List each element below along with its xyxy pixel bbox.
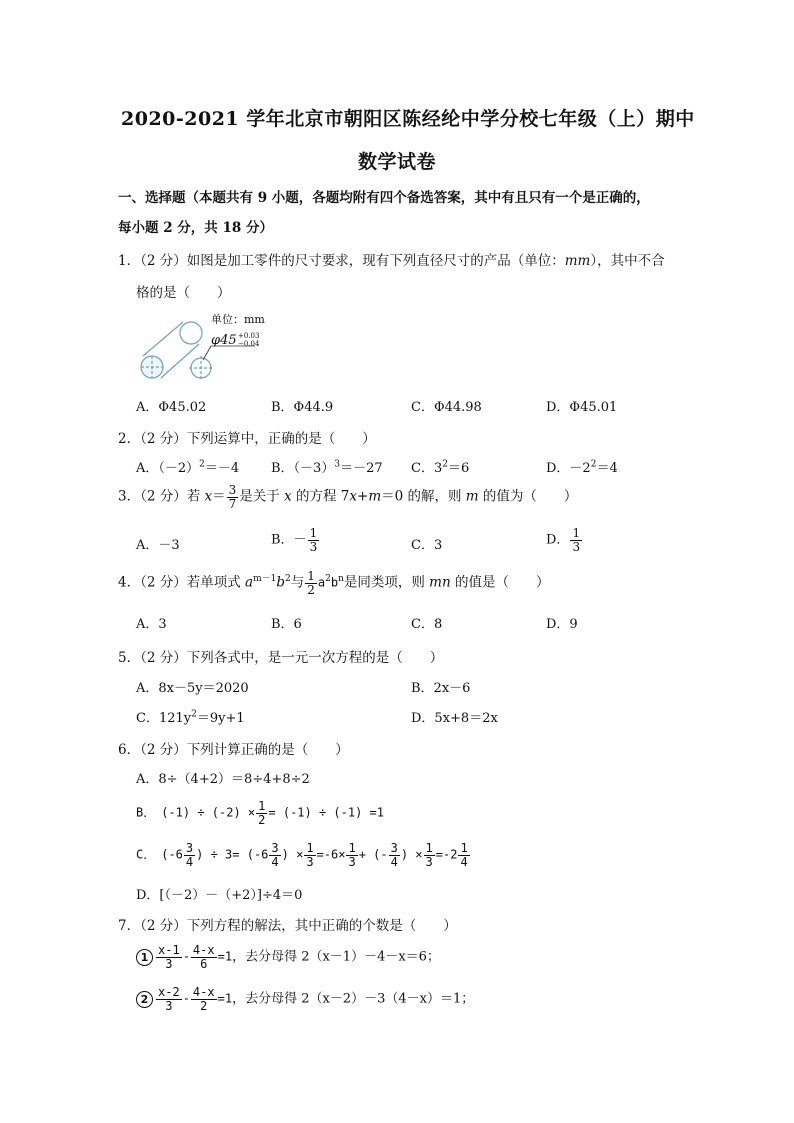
q2-option-c[interactable]: C．$3^2=6$ [411,459,470,476]
q3-option-b[interactable]: B．－ $\frac{1}{3}$ [271,526,318,554]
q3-option-a[interactable]: A．－3 [136,538,180,553]
q6-option-d[interactable]: D．[（－2）－（+2）]÷4＝0 [136,888,303,903]
question-1-line1: 1．（2 分）如图是加工零件的尺寸要求，现有下列直径尺寸的产品（单位：mm），其中不合 [118,253,665,269]
q1-option-c[interactable]: C．Φ44.98 [411,400,482,415]
question-6-stem: 6．（2 分）下列计算正确的是（ ） [118,742,349,758]
figure-tolerance: +0.03 −0.04 [238,332,260,348]
section-heading-line1: 一、选择题（本题共有 9 小题，各题均附有四个备选答案，其中有且只有一个是正确的， [118,190,650,206]
figure-dimension: φ45 [211,333,237,348]
q7-item-2: 2 $\frac{x-2}{3}$ - $\frac{4-x}{2}$ =1，去分母得 2（x－2）－3（4－x）＝1； [136,986,474,1012]
q4-option-c[interactable]: C．8 [411,617,443,632]
page-title-line2: 数学试卷 [358,151,437,173]
q6-option-c[interactable]: C． (-6 $\frac{3}{4}$ ) ÷ 3= (-6 $\frac{3}{4}$ ) × $\frac{1}{3}$ =-6× $\frac{1}{3}$ + (- $\frac{3}{4}$ ) × $\frac{1}{3}$ =-2 $\frac{1}{4}$ [136,841,468,869]
q2-option-a[interactable]: A．$(-2)^2=-4$ [136,459,240,476]
q4-option-a[interactable]: A．3 [136,617,167,632]
question-7-stem: 7．（2 分）下列方程的解法，其中正确的个数是（ ） [118,918,457,934]
q1-option-a[interactable]: A．Φ45.02 [136,400,207,415]
q6-option-b[interactable]: B． (-1) ÷ (-2) × $\frac{1}{2}$ = (-1) ÷ (-1) =1 [136,799,384,827]
section-heading-line2: 每小题 2 分，共 18 分） [118,220,273,236]
q1-option-b[interactable]: B．Φ44.9 [271,400,334,415]
q1-option-d[interactable]: D．Φ45.01 [546,400,618,415]
q2-option-b[interactable]: B．$(-3)^3=-27$ [271,459,383,476]
question-2-stem: 2．（2 分）下列运算中，正确的是（ ） [118,431,376,447]
question-1-line2: 格的是（ ） [136,285,231,301]
q3-option-d[interactable]: D． $\frac{1}{3}$ [546,526,581,554]
q5-option-d[interactable]: D．5x+8＝2x [411,711,498,726]
q4-option-d[interactable]: D．9 [546,617,578,632]
question-5-stem: 5．（2 分）下列各式中，是一元一次方程的是（ ） [118,650,444,666]
circled-number-1: 1 [136,949,153,966]
question-4-stem: 4．（2 分）若单项式 $a^{m-1}b^2$与 $\frac{1}{2}$ $a^2b^n$是同类项，则 mn 的值是（ ） [118,569,550,597]
page-title-line1: 2020-2021 学年北京市朝阳区陈经纶中学分校七年级（上）期中 [121,108,695,130]
question-3-stem: 3．（2 分）若 x＝ $\frac{3}{7}$ 是关于 x 的方程 7x+m＝0 的解，则 m 的值为（ ） [118,483,578,511]
q6-option-a[interactable]: A．8÷（4+2）＝8÷4+8÷2 [136,772,310,787]
q4-option-b[interactable]: B．6 [271,617,302,632]
q5-option-b[interactable]: B．2x－6 [411,681,471,696]
q3-option-c[interactable]: C．3 [411,538,443,553]
q5-option-a[interactable]: A．8x－5y＝2020 [136,681,249,696]
figure-unit-label: 单位：mm [211,313,265,326]
q2-option-d[interactable]: D．$-2^2=4$ [546,459,618,476]
q5-option-c[interactable]: C．$121y^2=9y+1$ [136,709,245,726]
fraction-3-7: $\frac{3}{7}$ [228,483,237,511]
q7-item-1: 1 $\frac{x-1}{3}$ - $\frac{4-x}{6}$ =1，去分母得 2（x－1）－4－x＝6； [136,944,440,970]
circled-number-2: 2 [136,991,153,1008]
